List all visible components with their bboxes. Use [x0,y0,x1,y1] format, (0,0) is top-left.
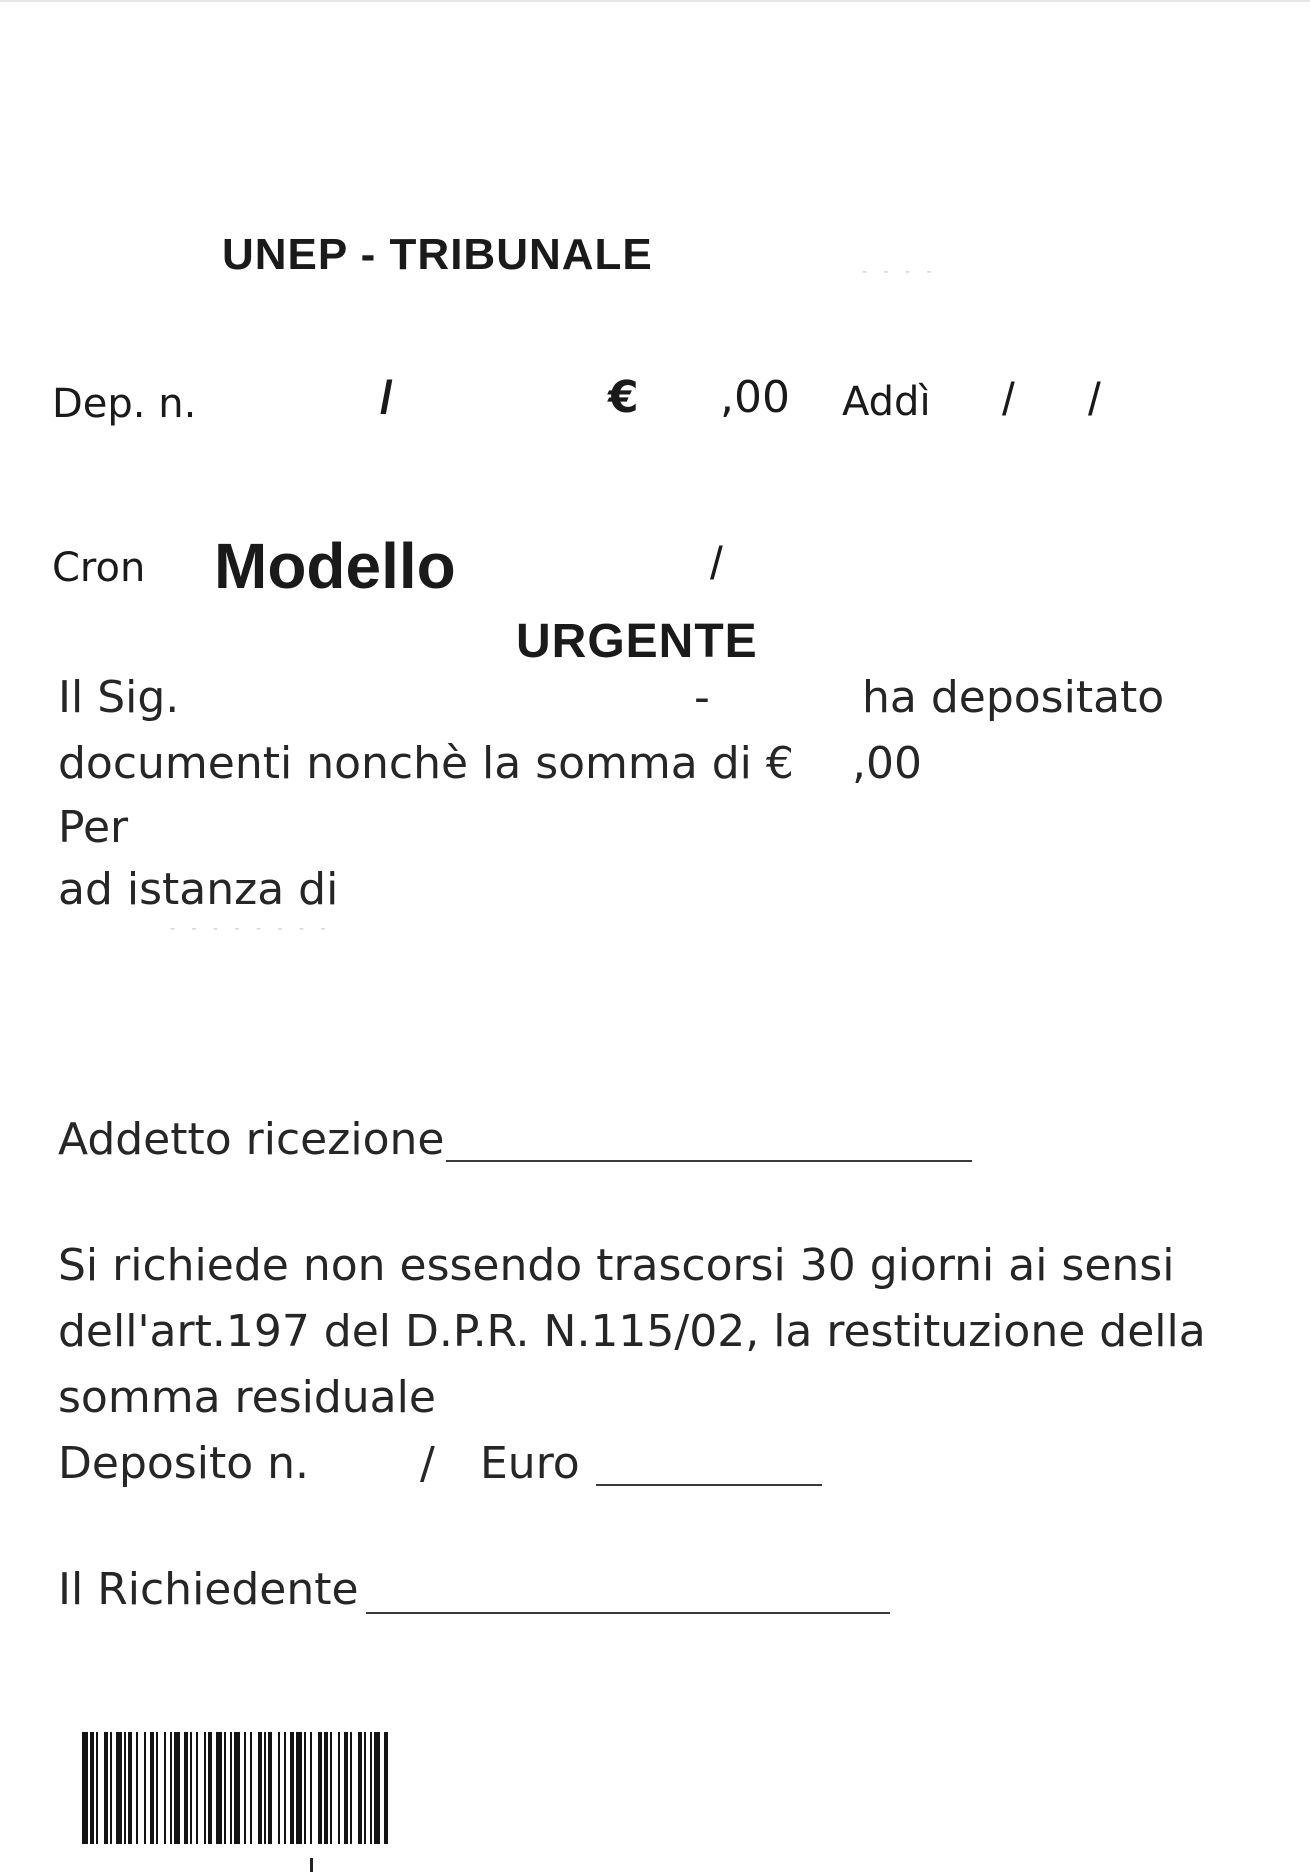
sum-cents: ,00 [852,738,922,789]
urgent-label: URGENTE [516,615,758,668]
deposit-number-label: Dep. n. [52,381,197,427]
euro-label: Euro [480,1438,580,1489]
currency-symbol: € [608,372,639,423]
sig-label: Il Sig. [58,672,180,723]
euro-amount-line [596,1484,822,1486]
deposit-n-label: Deposito n. [58,1438,309,1489]
date-label: Addì [842,379,931,425]
applicant-label: Il Richiedente [58,1564,359,1615]
barcode-tick [310,1858,313,1872]
receiver-signature-line [446,1160,972,1162]
applicant-signature-line [366,1612,890,1614]
per-label: Per [58,802,129,853]
faint-mark: - - - - - - - - [170,921,332,937]
model-label: Modello [214,530,456,602]
form-title: UNEP - TRIBUNALE [222,230,653,279]
top-border [0,0,1310,2]
receiver-label: Addetto ricezione [58,1114,445,1165]
name-dash: - [694,672,710,723]
refund-line-1: Si richiede non essendo trascorsi 30 giorni ai sensi [58,1240,1175,1291]
faint-mark: - - - - [862,264,938,280]
cron-slash: / [710,537,723,589]
deposited-label: ha depositato [862,672,1165,723]
cron-label: Cron [52,545,146,591]
date-separator-2: / [1088,373,1101,425]
deposit-slash: / [380,371,393,423]
refund-line-3: somma residuale [58,1372,436,1423]
date-separator-1: / [1002,373,1015,425]
refund-line-2: dell'art.197 del D.P.R. N.115/02, la restituzione della [58,1306,1206,1357]
deposit-n-slash: / [420,1438,435,1489]
amount-cents: ,00 [720,372,790,423]
instance-label: ad istanza di [58,864,339,915]
documents-sum-label: documenti nonchè la somma di € [58,738,794,789]
barcode-graphic [82,1732,694,1844]
